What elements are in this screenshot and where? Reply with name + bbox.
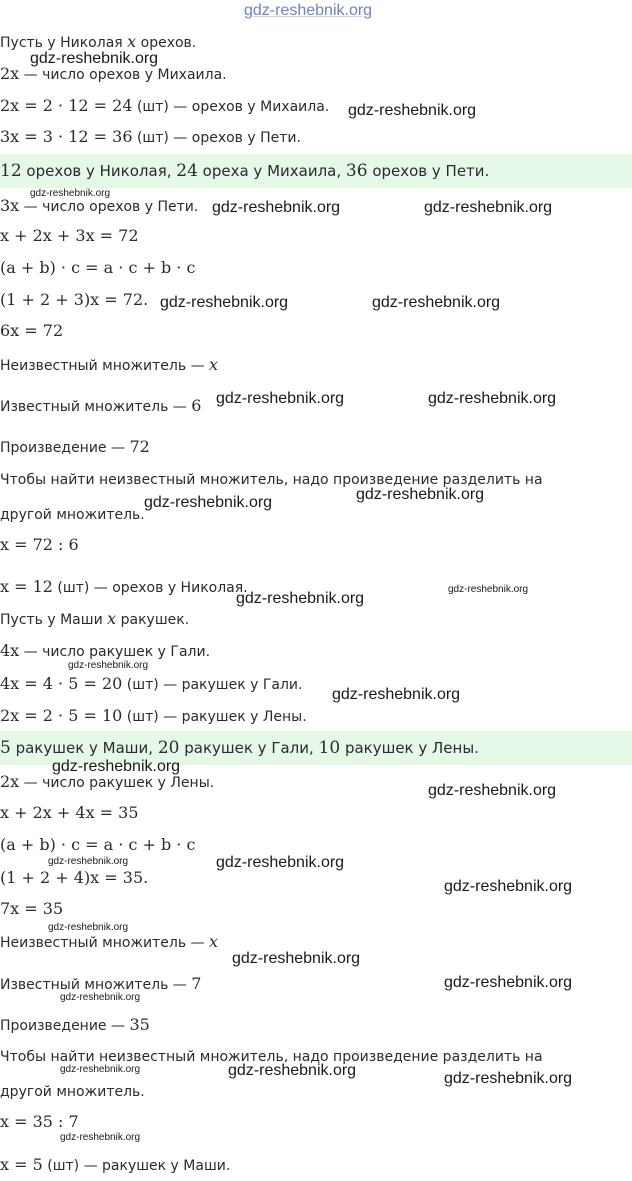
- watermark: gdz-reshebnik.org: [60, 1064, 141, 1075]
- p2-equation-factored: (1 + 2 + 4)x = 35.: [0, 868, 149, 887]
- p1-equation-simplified: 6x = 72: [0, 321, 64, 340]
- text: Известный множитель —: [0, 399, 192, 415]
- p1-petya-calc: [0, 127, 301, 148]
- watermark: gdz-reshebnik.org: [444, 1070, 573, 1087]
- watermark: gdz-reshebnik.org: [48, 922, 129, 933]
- p2-galya-expr: [0, 641, 210, 662]
- p2-distributive-law: (a + b) · c = a · c + b · c: [0, 835, 196, 854]
- math: 7: [191, 974, 202, 993]
- p1-equation: x + 2x + 3x = 72: [0, 226, 139, 245]
- watermark: gdz-reshebnik.org: [348, 102, 477, 119]
- p2-result: [0, 1155, 230, 1176]
- watermark: gdz-reshebnik.org: [160, 294, 289, 311]
- watermark: gdz-reshebnik.org: [68, 660, 149, 671]
- watermark: gdz-reshebnik.org: [30, 50, 159, 67]
- text: (шт) — орехов у Михаила.: [132, 99, 330, 115]
- watermark: gdz-reshebnik.org: [236, 590, 365, 607]
- number: 10: [318, 738, 341, 758]
- math: 2x = 2 · 12 = 24: [0, 96, 133, 115]
- math: 4x: [0, 641, 20, 660]
- watermark: gdz-reshebnik.org: [356, 486, 485, 503]
- text: (шт) — ракушек у Маши.: [42, 1158, 231, 1174]
- math: 6: [191, 396, 202, 415]
- watermark: gdz-reshebnik.org: [428, 390, 557, 407]
- p1-unknown-factor: [0, 355, 218, 376]
- text: ракушек.: [116, 612, 190, 628]
- p2-rule-line-1: Чтобы найти неизвестный множитель, надо произведение разделить на: [0, 1049, 543, 1065]
- text: орехов у Николая,: [21, 162, 177, 180]
- p2-product: [0, 1015, 150, 1036]
- text: (шт) — ракушек у Лены.: [122, 709, 307, 725]
- text: Неизвестный множитель —: [0, 935, 210, 951]
- watermark: gdz-reshebnik.org: [424, 199, 553, 216]
- watermark: gdz-reshebnik.org: [428, 782, 557, 799]
- p1-result: [0, 577, 248, 598]
- p1-michael-calc: [0, 96, 329, 117]
- number: 5: [0, 738, 11, 758]
- math: 35: [129, 1015, 150, 1034]
- watermark: gdz-reshebnik.org: [228, 1062, 357, 1079]
- watermark: gdz-reshebnik.org: [52, 758, 181, 775]
- watermark: gdz-reshebnik.org: [216, 854, 345, 871]
- text: орехов у Пети.: [367, 162, 490, 180]
- watermark: gdz-reshebnik.org: [332, 686, 461, 703]
- text: Пусть у Николая: [0, 35, 128, 51]
- watermark: gdz-reshebnik.org: [448, 584, 529, 595]
- p2-equation: x + 2x + 4x = 35: [0, 803, 139, 822]
- p1-equation-factored: (1 + 2 + 3)x = 72.: [0, 290, 149, 309]
- text: Произведение —: [0, 1018, 130, 1034]
- watermark: gdz-reshebnik.org: [216, 390, 345, 407]
- watermark: gdz-reshebnik.org: [60, 1132, 141, 1143]
- text: ракушек у Гали,: [179, 739, 319, 757]
- math: 72: [129, 437, 150, 456]
- watermark: gdz-reshebnik.org: [60, 992, 141, 1003]
- p2-unknown-factor: [0, 932, 218, 953]
- p2-division: x = 35 : 7: [0, 1112, 79, 1131]
- watermark: gdz-reshebnik.org: [444, 878, 573, 895]
- math: 4x = 4 · 5 = 20: [0, 674, 123, 693]
- math: 2x: [0, 772, 20, 791]
- text: ракушек у Лены.: [340, 739, 479, 757]
- text: Неизвестный множитель —: [0, 358, 210, 374]
- text: — число орехов у Пети.: [19, 199, 199, 215]
- p1-rule-line-2: другой множитель.: [0, 507, 145, 523]
- text: (шт) — ракушек у Гали.: [122, 677, 303, 693]
- math: 2x = 2 · 5 = 10: [0, 706, 123, 725]
- watermark: gdz-reshebnik.org: [30, 188, 111, 199]
- text: — число орехов у Михаила.: [19, 67, 227, 83]
- math: x: [209, 355, 219, 374]
- p1-product: [0, 437, 150, 458]
- math: 2x: [0, 64, 20, 83]
- watermark: gdz-reshebnik.org: [144, 494, 273, 511]
- watermark: gdz-reshebnik.org: [444, 974, 573, 991]
- text: Произведение —: [0, 440, 130, 456]
- p1-answer-box: [0, 154, 632, 188]
- text: — число ракушек у Гали.: [19, 644, 211, 660]
- text: — число ракушек у Лены.: [19, 775, 215, 791]
- math: 3x = 3 · 12 = 36: [0, 127, 133, 146]
- text: ракушек у Маши,: [10, 739, 158, 757]
- p1-petya-expr: [0, 196, 198, 217]
- p1-division: x = 72 : 6: [0, 535, 79, 554]
- math: x: [107, 609, 117, 628]
- watermark: gdz-reshebnik.org: [244, 2, 373, 19]
- text: ореха у Михаила,: [197, 162, 346, 180]
- p1-known-factor: [0, 396, 201, 417]
- p2-lena-calc: [0, 706, 307, 727]
- p1-rule-line-1: Чтобы найти неизвестный множитель, надо произведение разделить на: [0, 472, 543, 488]
- watermark: gdz-reshebnik.org: [232, 950, 361, 967]
- p2-galya-calc: [0, 674, 302, 695]
- p2-equation-simplified: 7x = 35: [0, 899, 64, 918]
- number: 24: [176, 161, 198, 181]
- math: x: [209, 932, 219, 951]
- p1-distributive-law: (a + b) · c = a · c + b · c: [0, 258, 196, 277]
- text: Пусть у Маши: [0, 612, 108, 628]
- math: x: [127, 32, 137, 51]
- number: 36: [345, 161, 368, 181]
- text: (шт) — орехов у Николая.: [52, 580, 248, 596]
- text: (шт) — орехов у Пети.: [132, 130, 301, 146]
- text: орехов.: [136, 35, 197, 51]
- watermark: gdz-reshebnik.org: [372, 294, 501, 311]
- math: x = 12: [0, 577, 53, 596]
- watermark: gdz-reshebnik.org: [212, 199, 341, 216]
- p2-rule-line-2: другой множитель.: [0, 1084, 145, 1100]
- watermark: gdz-reshebnik.org: [48, 856, 129, 867]
- math: 3x: [0, 196, 20, 215]
- math: x = 5: [0, 1155, 43, 1174]
- number: 20: [157, 738, 180, 758]
- text: Известный множитель —: [0, 977, 192, 993]
- number: 12: [0, 161, 22, 181]
- p2-intro-line: [0, 609, 189, 630]
